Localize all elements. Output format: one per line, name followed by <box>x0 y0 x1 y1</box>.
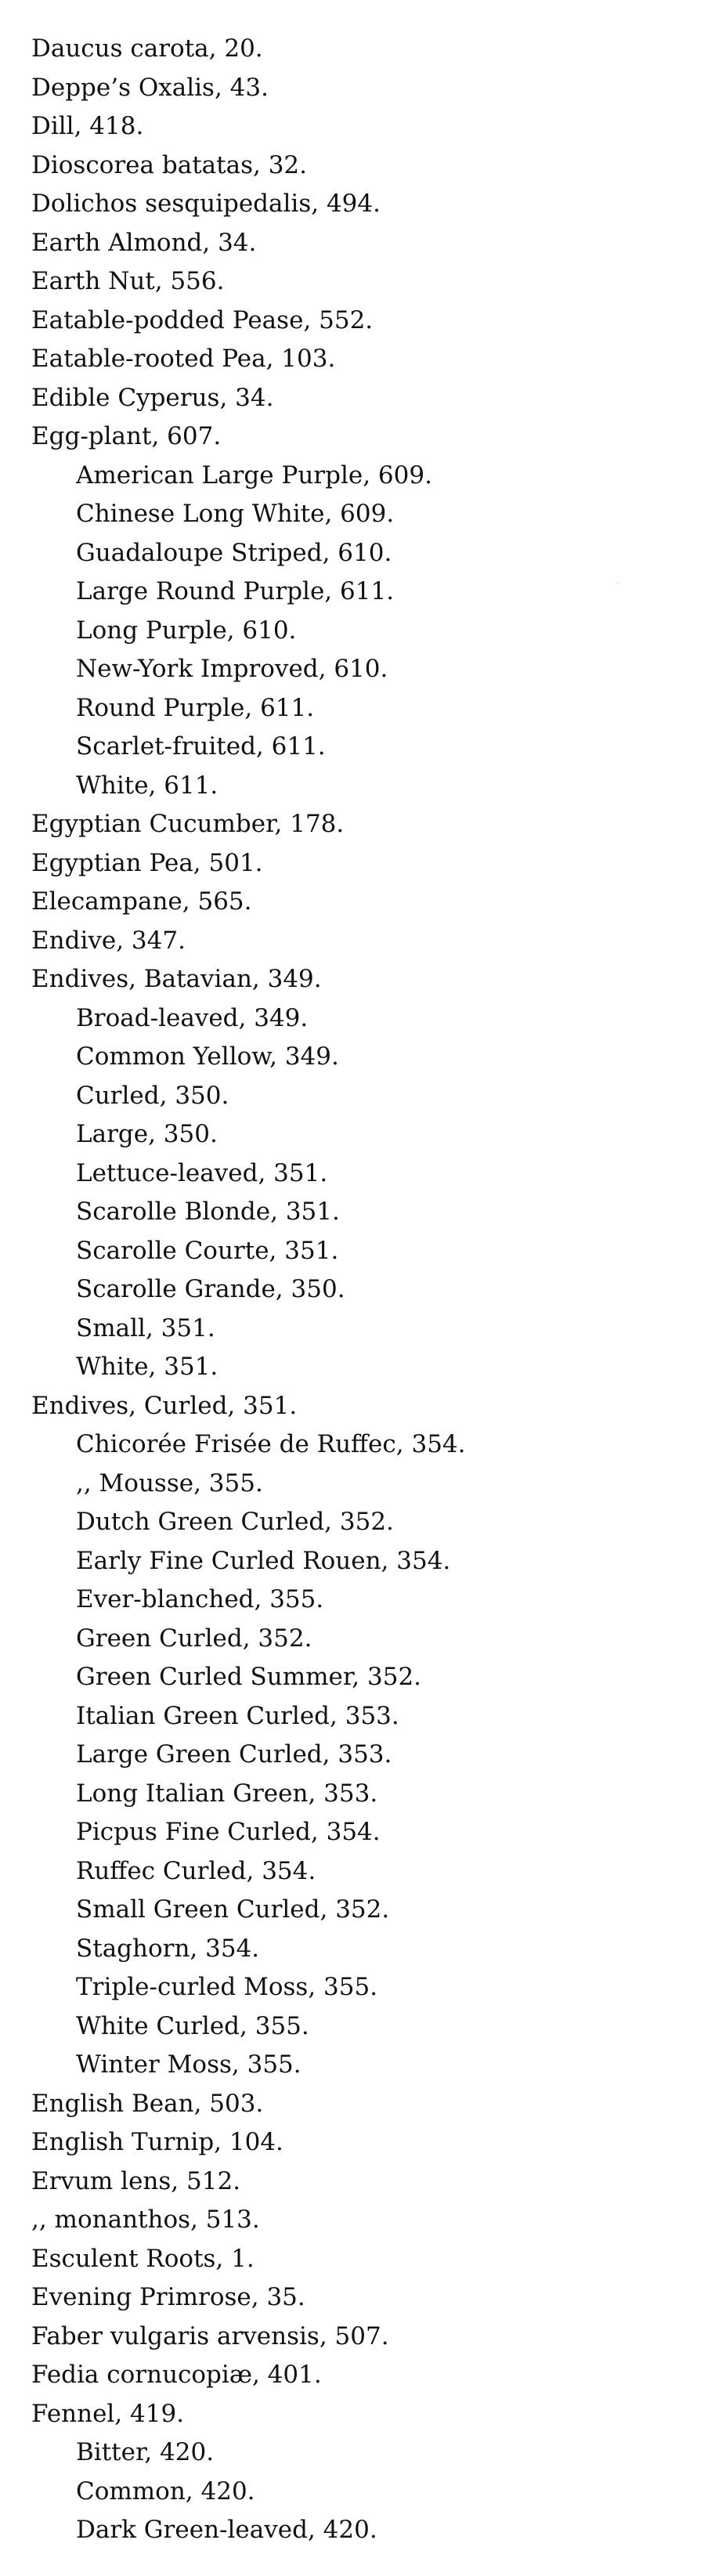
index-subentry: ,, Mousse, 355. <box>76 1469 263 1498</box>
index-entry: Egg-plant, 607. <box>31 422 222 450</box>
index-entry: English Turnip, 104. <box>31 2128 283 2156</box>
index-subentry: Green Curled, 352. <box>76 1624 312 1653</box>
index-entry: Fennel, 419. <box>31 2399 185 2428</box>
index-entry: Endive, 347. <box>31 926 186 955</box>
index-subentry: Staghorn, 354. <box>76 1934 260 1963</box>
index-entry: Esculent Roots, 1. <box>31 2244 255 2273</box>
index-subentry: White, 611. <box>76 771 218 800</box>
index-entry: Elecampane, 565. <box>31 887 252 916</box>
index-entry: Ervum lens, 512. <box>31 2166 241 2195</box>
index-subentry: Large, 350. <box>76 1120 218 1148</box>
index-subentry: Common, 420. <box>76 2477 255 2506</box>
index-entry: Egyptian Cucumber, 178. <box>31 810 345 838</box>
index-subentry: Curled, 350. <box>76 1081 229 1110</box>
index-subentry: Dark Green-leaved, 420. <box>76 2516 377 2544</box>
index-subentry: Long Italian Green, 353. <box>76 1779 378 1808</box>
index-subentry: Early Fine Curled Rouen, 354. <box>76 1546 451 1575</box>
index-subentry: Chicorée Frisée de Ruffec, 354. <box>76 1430 466 1458</box>
index-entry: Egyptian Pea, 501. <box>31 848 263 877</box>
index-subentry: Scarolle Courte, 351. <box>76 1236 339 1265</box>
index-entry: Eatable-rooted Pea, 103. <box>31 345 336 373</box>
index-subentry: Ruffec Curled, 354. <box>76 1856 316 1885</box>
index-entry: Dill, 418. <box>31 112 144 140</box>
index-entry: Endives, Curled, 351. <box>31 1391 298 1420</box>
index-subentry: New-York Improved, 610. <box>76 655 388 683</box>
index-subentry: Winter Moss, 355. <box>76 2050 301 2079</box>
index-entry: Evening Primrose, 35. <box>31 2283 305 2311</box>
index-entry: Faber vulgaris arvensis, 507. <box>31 2321 389 2350</box>
index-subentry: Small, 351. <box>76 1313 215 1342</box>
index-entry: Deppe’s Oxalis, 43. <box>31 73 269 102</box>
index-subentry: Common Yellow, 349. <box>76 1042 339 1071</box>
index-subentry: Scarlet-fruited, 611. <box>76 732 326 761</box>
index-subentry: Guadaloupe Striped, 610. <box>76 538 392 567</box>
index-subentry: Broad-leaved, 349. <box>76 1003 309 1032</box>
index-subentry: Small Green Curled, 352. <box>76 1895 390 1924</box>
index-subentry: Triple-curled Moss, 355. <box>76 1973 378 2001</box>
paper-speck <box>617 582 619 583</box>
index-subentry: Green Curled Summer, 352. <box>76 1663 422 1691</box>
index-entry: Edible Cyperus, 34. <box>31 383 274 412</box>
index-entry: Earth Almond, 34. <box>31 228 257 257</box>
index-subentry: Scarolle Grande, 350. <box>76 1275 345 1303</box>
index-entry: Endives, Batavian, 349. <box>31 965 322 993</box>
index-subentry: Lettuce-leaved, 351. <box>76 1158 328 1187</box>
index-entry: Earth Nut, 556. <box>31 267 225 295</box>
index-subentry: Dutch Green Curled, 352. <box>76 1508 394 1536</box>
index-subentry: Ever-blanched, 355. <box>76 1585 324 1613</box>
index-subentry: Round Purple, 611. <box>76 693 315 722</box>
index-subentry: Long Purple, 610. <box>76 616 297 645</box>
index-subentry: White Curled, 355. <box>76 2011 309 2040</box>
index-subentry: White, 351. <box>76 1353 218 1381</box>
index-entry: ,, monanthos, 513. <box>31 2206 260 2234</box>
index-subentry: Large Round Purple, 611. <box>76 577 395 605</box>
index-subentry: Bitter, 420. <box>76 2438 215 2466</box>
index-entry: Dolichos sesquipedalis, 494. <box>31 190 381 218</box>
index-subentry: Large Green Curled, 353. <box>76 1740 392 1769</box>
index-entry: Dioscorea batatas, 32. <box>31 150 307 179</box>
index-entry: Daucus carota, 20. <box>31 34 263 63</box>
index-subentry: American Large Purple, 609. <box>76 461 432 490</box>
index-entry: English Bean, 503. <box>31 2089 264 2118</box>
index-subentry: Italian Green Curled, 353. <box>76 1701 399 1730</box>
index-entry: Fedia cornucopiæ, 401. <box>31 2361 322 2389</box>
index-subentry: Picpus Fine Curled, 354. <box>76 1818 381 1846</box>
index-subentry: Scarolle Blonde, 351. <box>76 1198 340 1226</box>
index-entry: Eatable-podded Pease, 552. <box>31 305 374 334</box>
index-subentry: Chinese Long White, 609. <box>76 500 395 528</box>
